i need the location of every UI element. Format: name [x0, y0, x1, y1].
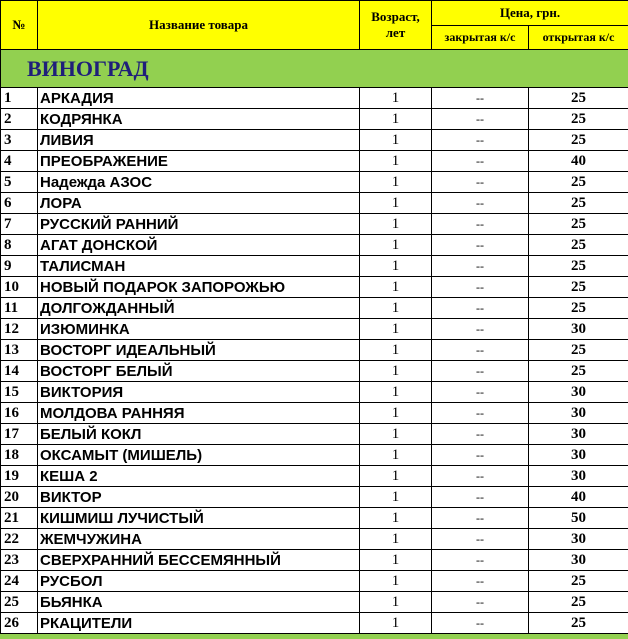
- section-title: ВИНОГРАД: [1, 50, 628, 88]
- table-row: [1, 256, 628, 277]
- row-number: 13: [1, 340, 38, 361]
- row-product-name: БЬЯНКА: [38, 592, 360, 613]
- row-product-name: КИШМИШ ЛУЧИСТЫЙ: [38, 508, 360, 529]
- row-price-open: 25: [529, 340, 628, 361]
- row-price-open: 25: [529, 277, 628, 298]
- row-price-open: 30: [529, 319, 628, 340]
- table-row: [1, 151, 628, 172]
- row-price-closed: --: [432, 487, 529, 508]
- row-number: 2: [1, 109, 38, 130]
- header-age-line2: лет: [385, 25, 406, 40]
- row-price-closed: --: [432, 466, 529, 487]
- row-age: 1: [360, 88, 432, 109]
- row-age: 1: [360, 571, 432, 592]
- table-row: [1, 571, 628, 592]
- row-price-closed: --: [432, 550, 529, 571]
- row-price-open: 50: [529, 508, 628, 529]
- row-number: 22: [1, 529, 38, 550]
- row-price-closed: --: [432, 571, 529, 592]
- row-age: 1: [360, 172, 432, 193]
- row-price-open: 25: [529, 613, 628, 634]
- row-number: 26: [1, 613, 38, 634]
- section-row: [1, 50, 628, 88]
- row-product-name: ЖЕМЧУЖИНА: [38, 529, 360, 550]
- row-price-open: 30: [529, 445, 628, 466]
- row-number: 18: [1, 445, 38, 466]
- header-product-name: Название товара: [38, 1, 360, 50]
- row-price-closed: --: [432, 508, 529, 529]
- row-price-closed: --: [432, 361, 529, 382]
- header-price: Цена, грн.: [432, 1, 628, 26]
- row-price-open: 30: [529, 382, 628, 403]
- row-price-open: 25: [529, 130, 628, 151]
- row-price-open: 40: [529, 487, 628, 508]
- row-number: 19: [1, 466, 38, 487]
- row-number: 5: [1, 172, 38, 193]
- row-price-closed: --: [432, 592, 529, 613]
- row-number: 25: [1, 592, 38, 613]
- row-number: 11: [1, 298, 38, 319]
- row-price-closed: --: [432, 298, 529, 319]
- row-age: 1: [360, 508, 432, 529]
- row-age: 1: [360, 550, 432, 571]
- row-number: 20: [1, 487, 38, 508]
- row-price-closed: --: [432, 151, 529, 172]
- table-row: [1, 403, 628, 424]
- table-row: [1, 193, 628, 214]
- header-row: [1, 1, 628, 26]
- row-price-open: 30: [529, 424, 628, 445]
- table-row: [1, 130, 628, 151]
- row-price-open: 30: [529, 529, 628, 550]
- row-number: 4: [1, 151, 38, 172]
- row-price-open: 25: [529, 256, 628, 277]
- row-age: 1: [360, 424, 432, 445]
- row-price-closed: --: [432, 424, 529, 445]
- row-product-name: ВИКТОРИЯ: [38, 382, 360, 403]
- row-number: 23: [1, 550, 38, 571]
- row-price-closed: --: [432, 109, 529, 130]
- row-price-closed: --: [432, 256, 529, 277]
- row-age: 1: [360, 298, 432, 319]
- row-age: 1: [360, 403, 432, 424]
- row-price-closed: --: [432, 88, 529, 109]
- row-number: 3: [1, 130, 38, 151]
- row-number: 7: [1, 214, 38, 235]
- row-price-closed: --: [432, 445, 529, 466]
- row-product-name: ВИКТОР: [38, 487, 360, 508]
- table-row: [1, 172, 628, 193]
- row-price-closed: --: [432, 403, 529, 424]
- row-price-open: 25: [529, 109, 628, 130]
- row-product-name: БЕЛЫЙ КОКЛ: [38, 424, 360, 445]
- row-price-closed: --: [432, 214, 529, 235]
- row-age: 1: [360, 613, 432, 634]
- row-price-open: 25: [529, 592, 628, 613]
- row-price-open: 40: [529, 151, 628, 172]
- row-product-name: АРКАДИЯ: [38, 88, 360, 109]
- row-number: 21: [1, 508, 38, 529]
- row-price-closed: --: [432, 172, 529, 193]
- row-price-closed: --: [432, 193, 529, 214]
- row-age: 1: [360, 151, 432, 172]
- table-row: [1, 529, 628, 550]
- table-row: [1, 319, 628, 340]
- row-product-name: СВЕРХРАННИЙ БЕССЕМЯННЫЙ: [38, 550, 360, 571]
- row-product-name: ЛИВИЯ: [38, 130, 360, 151]
- row-product-name: ВОСТОРГ ИДЕАЛЬНЫЙ: [38, 340, 360, 361]
- table-row: [1, 487, 628, 508]
- row-price-open: 25: [529, 571, 628, 592]
- row-age: 1: [360, 445, 432, 466]
- row-product-name: Надежда АЗОС: [38, 172, 360, 193]
- row-number: 6: [1, 193, 38, 214]
- row-product-name: ПРЕОБРАЖЕНИЕ: [38, 151, 360, 172]
- row-number: 10: [1, 277, 38, 298]
- row-price-closed: --: [432, 340, 529, 361]
- table-row: [1, 466, 628, 487]
- header-number: №: [1, 1, 38, 50]
- row-price-open: 30: [529, 466, 628, 487]
- row-price-open: 25: [529, 235, 628, 256]
- table-row: [1, 340, 628, 361]
- row-number: 16: [1, 403, 38, 424]
- row-product-name: ДОЛГОЖДАННЫЙ: [38, 298, 360, 319]
- row-age: 1: [360, 466, 432, 487]
- row-age: 1: [360, 235, 432, 256]
- row-product-name: АГАТ ДОНСКОЙ: [38, 235, 360, 256]
- row-age: 1: [360, 487, 432, 508]
- row-number: 24: [1, 571, 38, 592]
- row-number: 17: [1, 424, 38, 445]
- header-age: [360, 1, 432, 50]
- next-section-strip: [0, 634, 628, 639]
- table-row: [1, 424, 628, 445]
- row-product-name: ОКСАМЫТ (МИШЕЛЬ): [38, 445, 360, 466]
- row-product-name: ИЗЮМИНКА: [38, 319, 360, 340]
- row-price-open: 25: [529, 88, 628, 109]
- row-price-open: 25: [529, 214, 628, 235]
- row-age: 1: [360, 529, 432, 550]
- row-price-closed: --: [432, 382, 529, 403]
- row-product-name: ВОСТОРГ БЕЛЫЙ: [38, 361, 360, 382]
- row-number: 12: [1, 319, 38, 340]
- row-product-name: МОЛДОВА РАННЯЯ: [38, 403, 360, 424]
- row-age: 1: [360, 256, 432, 277]
- row-price-open: 30: [529, 550, 628, 571]
- row-price-closed: --: [432, 235, 529, 256]
- row-age: 1: [360, 361, 432, 382]
- row-product-name: НОВЫЙ ПОДАРОК ЗАПОРОЖЬЮ: [38, 277, 360, 298]
- table-row: [1, 361, 628, 382]
- row-number: 1: [1, 88, 38, 109]
- header-age-line1: Возраст,: [371, 9, 420, 24]
- row-product-name: РУСБОЛ: [38, 571, 360, 592]
- table-row: [1, 550, 628, 571]
- table-row: [1, 592, 628, 613]
- row-price-open: 25: [529, 298, 628, 319]
- row-number: 8: [1, 235, 38, 256]
- row-price-closed: --: [432, 613, 529, 634]
- table-row: [1, 109, 628, 130]
- table-row: [1, 235, 628, 256]
- row-product-name: РУССКИЙ РАННИЙ: [38, 214, 360, 235]
- header-price-closed: закрытая к/с: [432, 26, 529, 50]
- row-age: 1: [360, 340, 432, 361]
- row-age: 1: [360, 592, 432, 613]
- row-product-name: ЛОРА: [38, 193, 360, 214]
- row-product-name: КОДРЯНКА: [38, 109, 360, 130]
- row-product-name: РКАЦИТЕЛИ: [38, 613, 360, 634]
- row-age: 1: [360, 214, 432, 235]
- table-row: [1, 277, 628, 298]
- table-row: [1, 88, 628, 109]
- row-price-open: 25: [529, 193, 628, 214]
- row-product-name: ТАЛИСМАН: [38, 256, 360, 277]
- row-number: 9: [1, 256, 38, 277]
- row-age: 1: [360, 130, 432, 151]
- row-age: 1: [360, 277, 432, 298]
- table-row: [1, 613, 628, 634]
- row-price-open: 25: [529, 172, 628, 193]
- row-price-closed: --: [432, 319, 529, 340]
- row-price-open: 30: [529, 403, 628, 424]
- row-price-closed: --: [432, 277, 529, 298]
- row-age: 1: [360, 109, 432, 130]
- row-age: 1: [360, 319, 432, 340]
- row-price-closed: --: [432, 130, 529, 151]
- row-price-open: 25: [529, 361, 628, 382]
- row-price-closed: --: [432, 529, 529, 550]
- row-age: 1: [360, 382, 432, 403]
- row-number: 15: [1, 382, 38, 403]
- row-number: 14: [1, 361, 38, 382]
- table-row: [1, 382, 628, 403]
- table-row: [1, 445, 628, 466]
- table-row: [1, 298, 628, 319]
- table-row: [1, 508, 628, 529]
- row-product-name: КЕША 2: [38, 466, 360, 487]
- row-age: 1: [360, 193, 432, 214]
- table-row: [1, 214, 628, 235]
- header-price-open: открытая к/с: [529, 26, 628, 50]
